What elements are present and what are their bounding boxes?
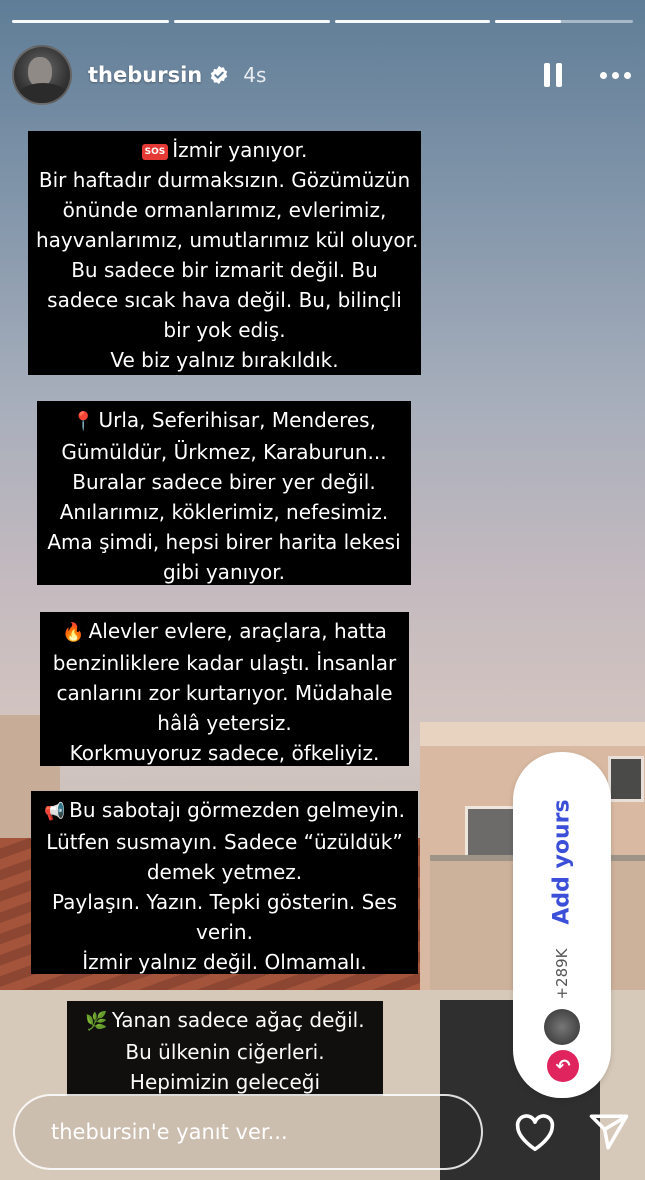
text-line: 🌿 Yanan sadece ağaç değil. xyxy=(75,1005,375,1037)
text-line: sadece sıcak hava değil. Bu, bilinçli xyxy=(47,288,402,312)
reply-input[interactable] xyxy=(13,1094,483,1170)
text-line: Buralar sadece birer yer değil. xyxy=(72,469,376,494)
text-line: gibi yanıyor. xyxy=(162,559,285,584)
avatar[interactable] xyxy=(12,45,72,105)
text-line: Hepimizin geleceği xyxy=(129,1069,321,1094)
text-line: hâlâ yetersiz. xyxy=(157,710,292,735)
text-line: Ama şimdi, hepsi birer harita lekesi xyxy=(47,529,401,554)
sos-emoji-icon: SOS xyxy=(142,144,169,160)
leaf-emoji-icon: 🌿 xyxy=(85,1010,108,1032)
text-line: 🔥 Alevler evlere, araçlara, hatta xyxy=(48,616,401,648)
add-yours-sticker[interactable] xyxy=(513,752,611,1098)
text-line: bir yok ediş. xyxy=(163,318,286,342)
text-line: benzinliklere kadar ulaştı. İnsanlar xyxy=(52,650,397,675)
progress-segment xyxy=(12,20,169,23)
text-line: verin. xyxy=(196,919,253,944)
background-window xyxy=(608,756,644,802)
text-line: Lütfen susmayın. Sadece “üzüldük” xyxy=(46,829,403,854)
story-text-box-4 xyxy=(31,791,418,974)
verified-badge-icon xyxy=(209,65,229,85)
text-line: İzmir yalnız değil. Olmamalı. xyxy=(82,949,367,974)
text-line: SOS İzmir yanıyor. xyxy=(36,135,413,165)
like-heart-icon[interactable] xyxy=(513,1112,557,1152)
text-line: Bu ülkenin ciğerleri. xyxy=(125,1039,325,1064)
megaphone-emoji-icon: 📢 xyxy=(44,801,66,822)
text-line: Gümüldür, Ürkmez, Karaburun... xyxy=(61,439,387,464)
post-time: 4s xyxy=(243,63,267,87)
text-line: canlarını zor kurtarıyor. Müdahale xyxy=(56,680,393,705)
text-line: 📍 Urla, Seferihisar, Menderes, xyxy=(45,405,403,437)
background-building-roofline xyxy=(420,722,645,746)
reply-placeholder: thebursin'e yanıt ver... xyxy=(51,1120,288,1144)
avatar-body xyxy=(18,83,68,105)
add-yours-count: +289K xyxy=(553,948,571,1000)
pin-emoji-icon: 📍 xyxy=(72,410,95,432)
story-text-box-1 xyxy=(28,131,421,375)
more-options-icon[interactable] xyxy=(600,66,631,85)
text-line: Anılarımız, köklerimiz, nefesimiz. xyxy=(59,499,389,524)
pause-button[interactable] xyxy=(538,57,568,93)
text-line: Bu sadece bir izmarit değil. Bu xyxy=(71,258,378,282)
progress-segment-active xyxy=(495,20,633,23)
progress-segment xyxy=(335,20,490,23)
add-yours-arrow-icon[interactable]: ↶ xyxy=(547,1050,579,1082)
story-text-box-3 xyxy=(40,612,409,766)
text-line: 📢 Bu sabotajı görmezden gelmeyin. xyxy=(39,795,410,827)
fire-emoji-icon: 🔥 xyxy=(62,621,85,643)
story-header xyxy=(12,45,631,105)
text-line: Paylaşın. Yazın. Tepki gösterin. Ses xyxy=(52,889,397,914)
story-progress-bar xyxy=(12,20,633,23)
text-line: önünde ormanlarımız, evlerimiz, xyxy=(62,198,387,222)
progress-fill xyxy=(495,20,561,23)
story-text-box-2 xyxy=(37,401,411,585)
send-icon[interactable] xyxy=(588,1112,630,1152)
story-text-box-5 xyxy=(67,1001,383,1096)
username[interactable]: thebursin xyxy=(88,63,203,87)
participant-avatar xyxy=(544,1009,580,1045)
add-yours-label: Add yours xyxy=(549,799,575,925)
text-line: Korkmuyoruz sadece, öfkeliyiz. xyxy=(69,740,380,765)
text-line: demek yetmez. xyxy=(146,859,303,884)
text-line: hayvanlarımız, umutlarımız kül oluyor. xyxy=(36,228,419,252)
progress-segment xyxy=(174,20,330,23)
text-line: Bir haftadır durmaksızın. Gözümüzün xyxy=(38,168,411,192)
text-line: Ve biz yalnız bırakıldık. xyxy=(110,348,339,372)
